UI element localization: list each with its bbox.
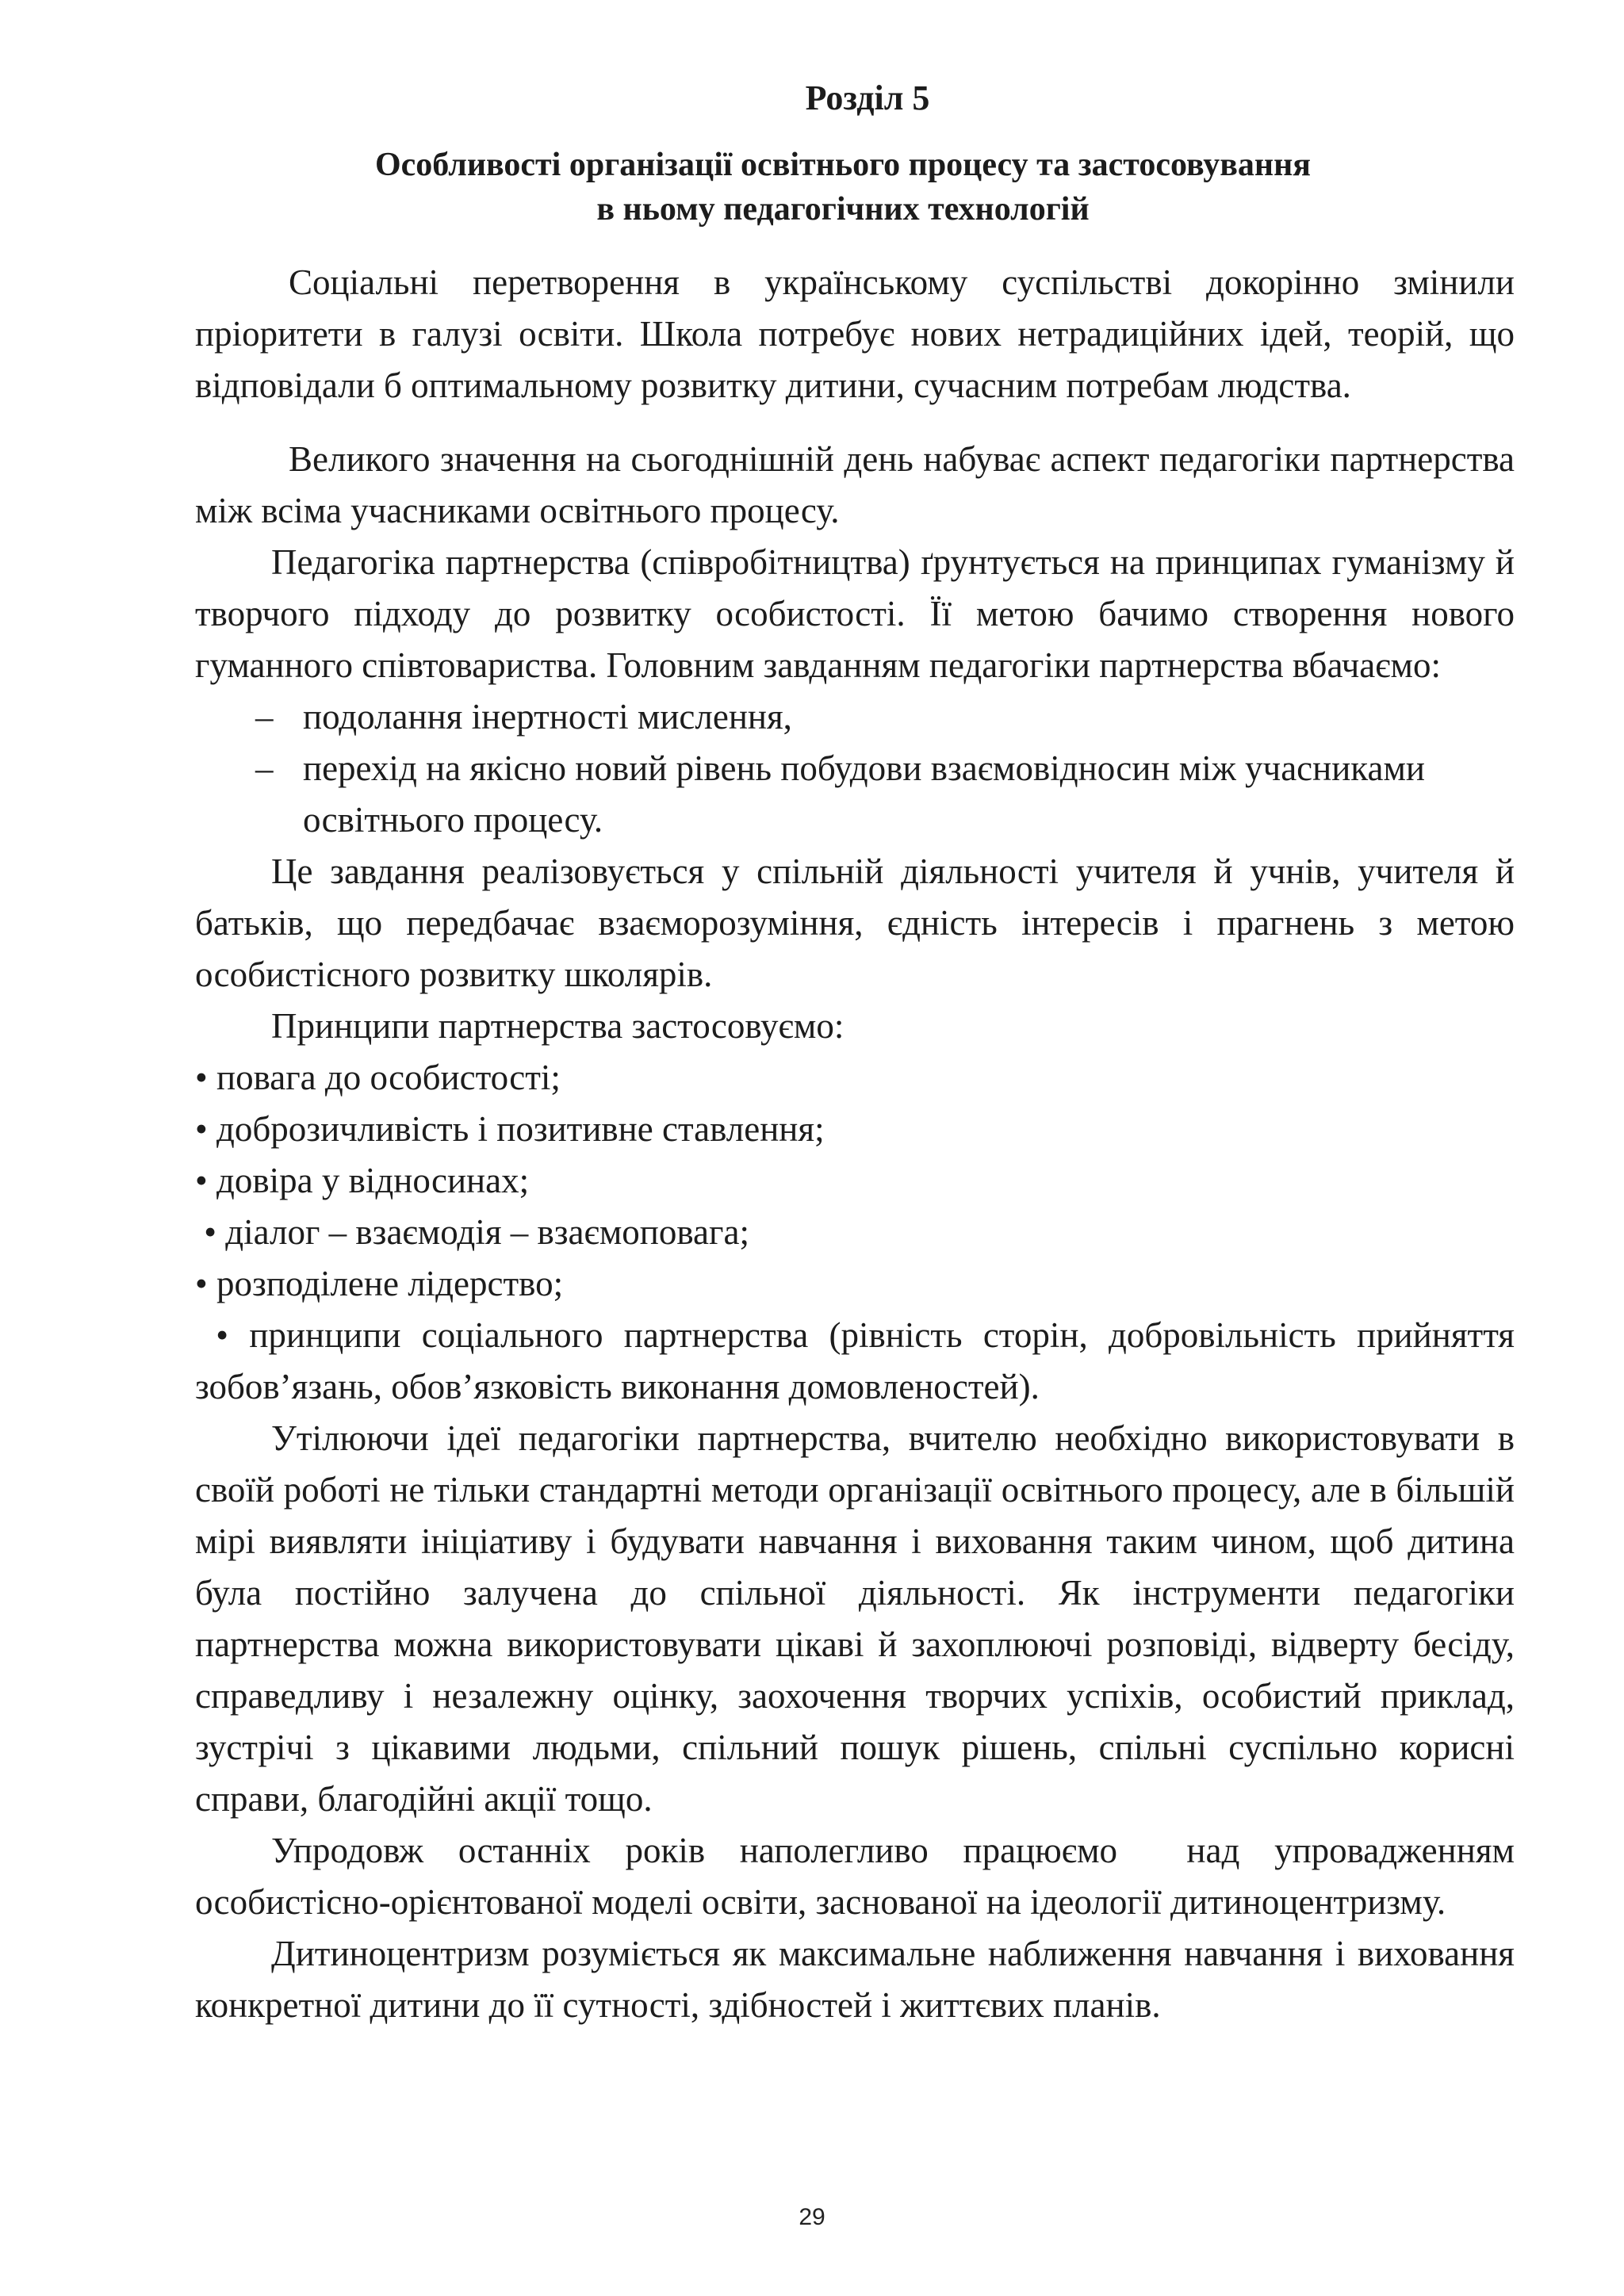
bullet-item: • принципи соціального партнерства (рівність сторін, добровільність прийняття зобов’язань, обов’язковість виконання домовленостей). xyxy=(195,1315,1524,1406)
paragraph-1: Соціальні перетворення в українському суспільстві докорінно змінили пріоритети в галузі освіти. Школа потребує нових нетрадиційних ідей, теорій, що відповідали б оптимальному розвитку дитини, сучасним потребам людства. xyxy=(195,262,1515,405)
dash-list-item xyxy=(195,691,1515,743)
dash-item-text: перехід на якісно новий рівень побудови взаємовідносин між учасниками освітнього процесу. xyxy=(303,748,1426,840)
dash-marker: – xyxy=(255,697,274,737)
paragraph-6: Утілюючи ідеї педагогіки партнерства, вчителю необхідно використовувати в своїй роботі не тільки стандартні методи організації освітнього процесу, але в більшій мірі виявляти ініціативу і будувати навчання і виховання таким чином, щоб дитина була постійно залучена до спільної діяльності. Як інструменти педагогіки партнерства можна використовувати цікаві й захоплюючі розповіді, відверту бесіду, справедливу і незалежну оцінку, заохочення творчих успіхів, особистий приклад, зустрічі з цікавими людьми, спільний пошук рішень, спільні суспільно корисні справи, благодійні акції тощо. xyxy=(195,1418,1515,1819)
section-title-line-2: в ньому педагогічних технологій xyxy=(596,191,1090,228)
chapter-heading: Розділ 5 xyxy=(805,78,930,117)
page-number: 29 xyxy=(799,2204,825,2230)
dash-item-text: подолання інертності мислення, xyxy=(303,697,792,737)
paragraph-5: Принципи партнерства застосовуємо: xyxy=(271,1006,845,1046)
paragraph-8: Дитиноцентризм розуміється як максимальне наближення навчання і виховання конкретної дитини до її сутності, здібностей і життєвих планів. xyxy=(195,1934,1515,2025)
bullet-item: • розподілене лідерство; xyxy=(195,1264,564,1303)
bullet-item: • доброзичливість і позитивне ставлення; xyxy=(195,1109,825,1149)
dash-marker: – xyxy=(255,748,274,788)
section-title xyxy=(197,143,1489,232)
paragraph-7: Упродовж останніх років наполегливо працюємо над упровадженням особистісно-орієнтованої моделі освіти, заснованої на ідеології дитиноцентризму. xyxy=(195,1831,1524,1922)
paragraph-4: Це завдання реалізовується у спільній діяльності учителя й учнів, учителя й батьків, що передбачає взаєморозуміння, єдність інтересів і прагнень з метою особистісного розвитку школярів. xyxy=(195,851,1515,994)
bullet-item: • діалог – взаємодія – взаємоповага; xyxy=(195,1212,749,1252)
paragraph-2: Великого значення на сьогоднішній день набуває аспект педагогіки партнерства між всіма учасниками освітнього процесу. xyxy=(195,439,1515,530)
bullet-item: • повага до особистості; xyxy=(195,1058,561,1097)
paragraph-3: Педагогіка партнерства (співробітництва) ґрунтується на принципах гуманізму й творчого підходу до розвитку особистості. Її метою бачимо створення нового гуманного співтовариства. Головним завданням педагогіки партнерства вбачаємо: xyxy=(195,542,1515,685)
section-title-line-1: Особливості організації освітнього процесу та застосовування xyxy=(374,147,1312,183)
document-body xyxy=(195,257,1524,2031)
dash-list-item xyxy=(195,743,1515,846)
bullet-item: • довіра у відносинах; xyxy=(195,1161,530,1200)
